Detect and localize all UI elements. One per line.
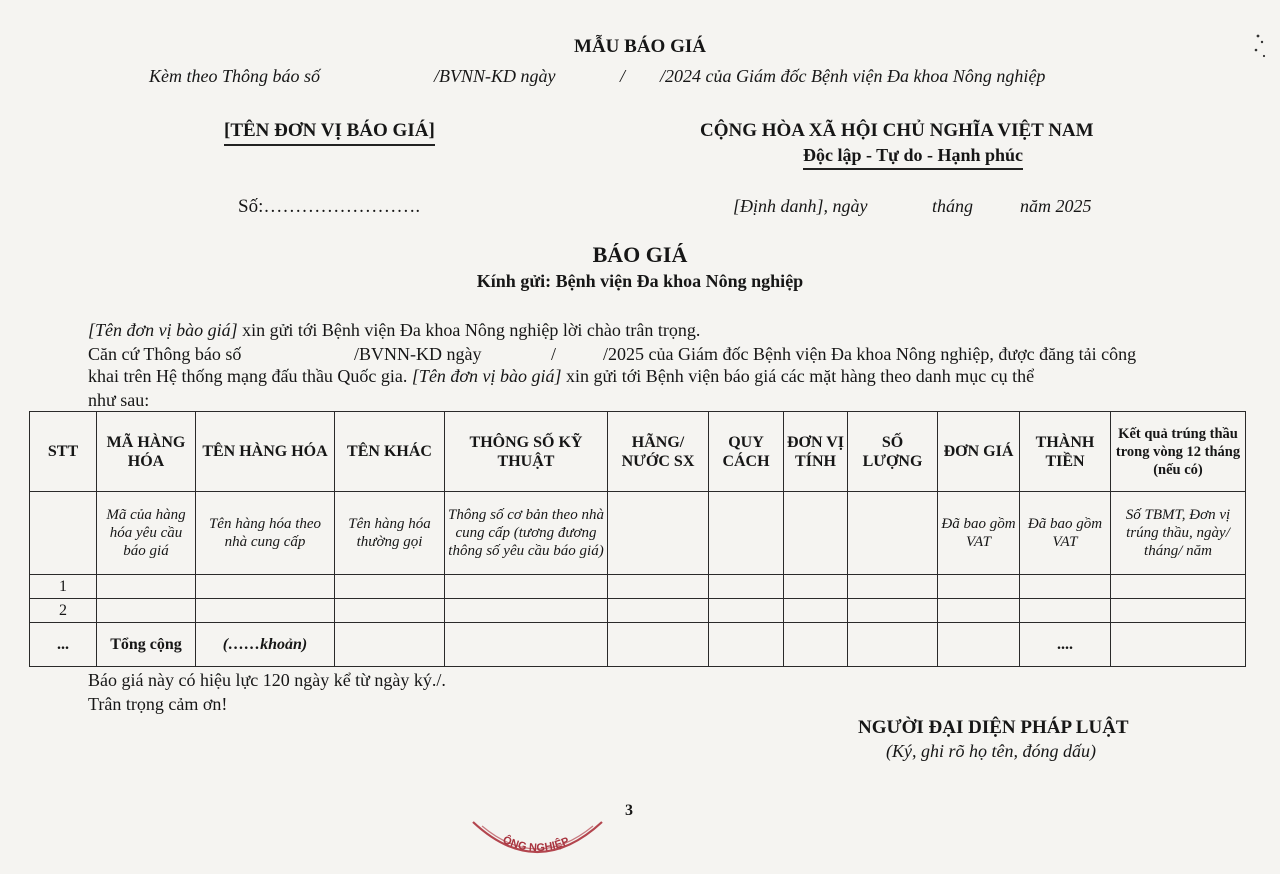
table-cell [784, 622, 848, 666]
republic-heading: CỘNG HÒA XÃ HỘI CHỦ NGHĨA VIỆT NAM [700, 120, 1094, 141]
table-cell [608, 598, 709, 622]
page-number: 3 [625, 802, 633, 819]
desc-other-name: Tên hàng hóa thường gọi [335, 492, 445, 574]
total-stt: ... [30, 622, 97, 666]
date-part-1: [Định danh], ngày [733, 196, 868, 216]
desc-bid-result: Số TBMT, Đơn vị trúng thầu, ngày/ tháng/ năm [1111, 492, 1246, 574]
desc-manufacturer [608, 492, 709, 574]
total-row [30, 622, 1246, 666]
quote-title: BÁO GIÁ [592, 242, 688, 267]
header-amount: THÀNH TIỀN [1020, 412, 1111, 492]
quote-table [29, 411, 1246, 667]
basis-line-2 [88, 366, 1034, 387]
description-row [30, 492, 1246, 574]
reference-part-2: /BVNN-KD ngày [434, 66, 556, 86]
row-number: 1 [30, 574, 97, 598]
reference-part-3: / [620, 66, 626, 86]
reference-part-4: /2024 của Giám đốc Bệnh viện Đa khoa Nông nghiệp [660, 66, 1046, 86]
desc-unit-price: Đã bao gồm VAT [938, 492, 1020, 574]
table-cell [445, 574, 608, 598]
total-items: (……khoản) [196, 622, 335, 666]
table-cell [608, 622, 709, 666]
table-cell [335, 598, 445, 622]
table-cell [1020, 598, 1111, 622]
table-cell [938, 622, 1020, 666]
table-row [30, 574, 1246, 598]
header-item-code: MÃ HÀNG HÓA [97, 412, 196, 492]
basis-part-c: / [551, 344, 557, 364]
header-bid-result: Kết quả trúng thầu trong vòng 12 tháng (nếu có) [1111, 412, 1246, 492]
basis-part-b: /BVNN-KD ngày [354, 344, 482, 364]
table-cell [196, 598, 335, 622]
header-manufacturer: HÃNG/ NƯỚC SX [608, 412, 709, 492]
table-cell [709, 598, 784, 622]
table-cell [938, 598, 1020, 622]
intro-text: xin gửi tới Bệnh viện Đa khoa Nông nghiệp lời chào trân trọng. [237, 320, 701, 340]
header-row [30, 412, 1246, 492]
date-line [0, 196, 1280, 220]
document-number: Số:……………………. [238, 196, 421, 217]
date-part-2: tháng [932, 196, 974, 216]
table-cell [709, 622, 784, 666]
table-cell [335, 574, 445, 598]
table-cell [1020, 574, 1111, 598]
basis-line-2-b: xin gửi tới Bệnh viện báo giá các mặt hàng theo danh mục cụ thể [561, 366, 1035, 386]
stamp-text: ÔNG NGHIỆP [500, 834, 572, 855]
table-cell [1111, 622, 1246, 666]
table-cell [445, 622, 608, 666]
table-cell [196, 574, 335, 598]
unit-name-placeholder: [TÊN ĐƠN VỊ BÁO GIÁ] [224, 120, 435, 146]
header-quantity: SỐ LƯỢNG [848, 412, 938, 492]
greeting: Kính gửi: Bệnh viện Đa khoa Nông nghiệp [476, 271, 804, 291]
header-other-name: TÊN KHÁC [335, 412, 445, 492]
basis-part-a: Căn cứ Thông báo số [88, 344, 242, 364]
desc-unit [784, 492, 848, 574]
desc-specs: Thông số cơ bản theo nhà cung cấp (tương đương thông số yêu cầu báo giá) [445, 492, 608, 574]
desc-quantity [848, 492, 938, 574]
header-specs: THÔNG SỐ KỸ THUẬT [445, 412, 608, 492]
stamp-fragment [470, 816, 605, 866]
table-cell [445, 598, 608, 622]
unit-placeholder-2: [Tên đơn vị bào giá] [411, 366, 562, 386]
header-unit: ĐƠN VỊ TÍNH [784, 412, 848, 492]
header-item-name: TÊN HÀNG HÓA [196, 412, 335, 492]
header-stt: STT [30, 412, 97, 492]
table-cell [938, 574, 1020, 598]
unit-placeholder-1: [Tên đơn vị bào giá] [88, 320, 238, 340]
table-cell [784, 598, 848, 622]
validity-note: Báo giá này có hiệu lực 120 ngày kể từ ngày ký./. [88, 670, 446, 690]
total-amount: .... [1020, 622, 1111, 666]
reference-line [0, 66, 1280, 90]
table-cell [97, 574, 196, 598]
table-cell [784, 574, 848, 598]
table-cell [335, 622, 445, 666]
table-cell [97, 598, 196, 622]
date-part-3: năm 2025 [1020, 196, 1092, 216]
scan-marks [1240, 30, 1270, 70]
legal-representative-title: NGƯỜI ĐẠI DIỆN PHÁP LUẬT [858, 717, 1129, 738]
reference-part-1: Kèm theo Thông báo số [149, 66, 320, 86]
table-cell [848, 598, 938, 622]
desc-amount: Đã bao gồm VAT [1020, 492, 1111, 574]
table-cell [848, 574, 938, 598]
table-row [30, 598, 1246, 622]
desc-packaging [709, 492, 784, 574]
table-cell [709, 574, 784, 598]
intro-paragraph [88, 320, 700, 341]
desc-stt [30, 492, 97, 574]
national-motto: Độc lập - Tự do - Hạnh phúc [803, 145, 1023, 170]
desc-item-code: Mã của hàng hóa yêu cầu báo giá [97, 492, 196, 574]
basis-line-3: như sau: [88, 390, 150, 410]
closing-thanks: Trân trọng cảm ơn! [88, 694, 228, 714]
row-number: 2 [30, 598, 97, 622]
desc-item-name: Tên hàng hóa theo nhà cung cấp [196, 492, 335, 574]
header-unit-price: ĐƠN GIÁ [938, 412, 1020, 492]
signature-instruction: (Ký, ghi rõ họ tên, đóng dấu) [886, 741, 1096, 761]
table-cell [848, 622, 938, 666]
basis-line-2-a: khai trên Hệ thống mạng đấu thầu Quốc gia. [88, 366, 408, 386]
table-cell [1111, 598, 1246, 622]
table-cell [1111, 574, 1246, 598]
header-packaging: QUY CÁCH [709, 412, 784, 492]
total-label: Tổng cộng [97, 622, 196, 666]
document-title: MẪU BÁO GIÁ [574, 36, 706, 57]
table-cell [608, 574, 709, 598]
basis-part-d: /2025 của Giám đốc Bệnh viện Đa khoa Nông nghiệp, được đăng tải công [603, 344, 1137, 364]
